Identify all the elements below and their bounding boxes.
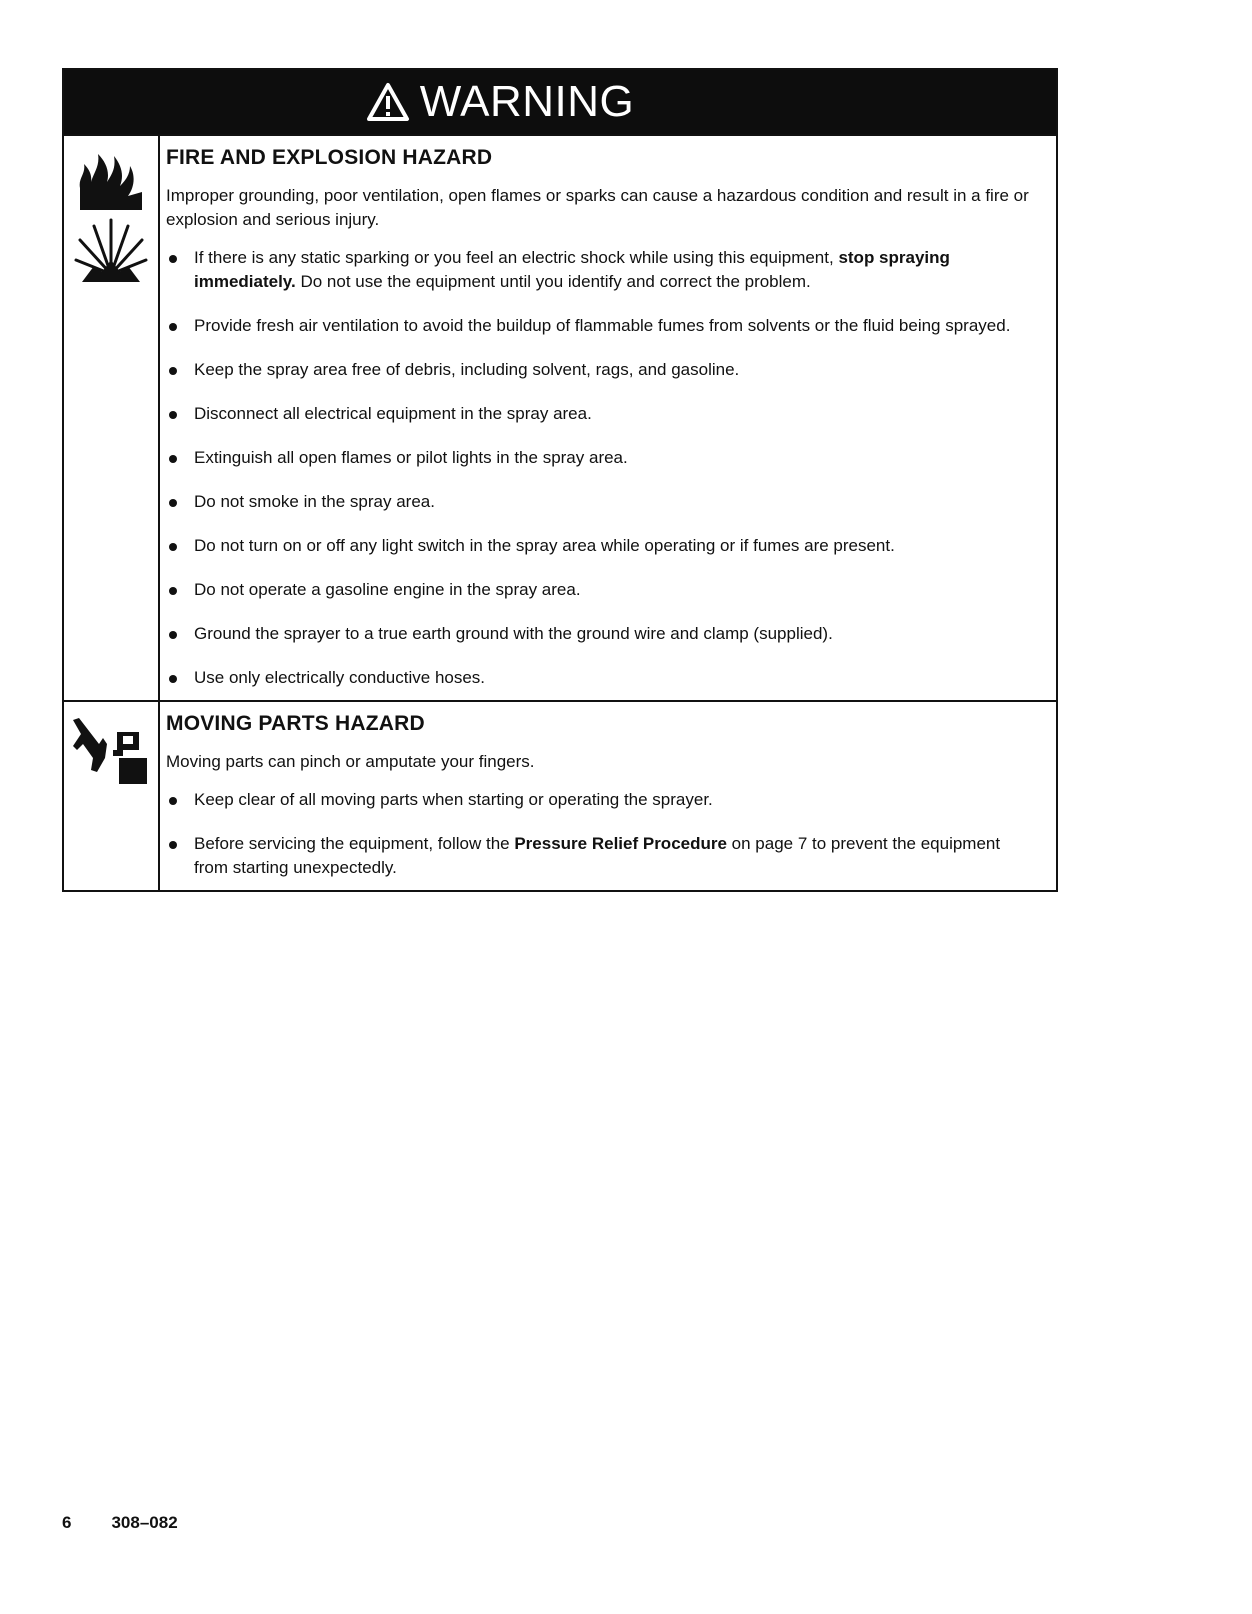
section-intro: Moving parts can pinch or amputate your fingers. bbox=[166, 752, 535, 771]
pinch-hand-icon bbox=[69, 714, 153, 784]
warning-banner bbox=[64, 70, 1056, 134]
hazard-item bbox=[166, 358, 1036, 382]
bullet-icon bbox=[169, 367, 177, 375]
bullet-icon bbox=[169, 543, 177, 551]
hazard-item bbox=[166, 622, 1036, 646]
banner-title: WARNING bbox=[419, 77, 635, 126]
bullet-icon bbox=[169, 411, 177, 419]
bullet-icon bbox=[169, 631, 177, 639]
item-text: Provide fresh air ventilation to avoid the buildup of flammable fumes from solvents or the fluid being sprayed. bbox=[194, 316, 1011, 335]
hazard-item bbox=[166, 246, 1036, 294]
item-text: Do not operate a gasoline engine in the spray area. bbox=[194, 580, 581, 599]
section-moving-parts bbox=[64, 700, 1056, 890]
hazard-item bbox=[166, 314, 1036, 338]
bullet-icon bbox=[169, 323, 177, 331]
fire-icon bbox=[72, 148, 150, 212]
section-content bbox=[160, 702, 1056, 890]
item-text: on page 7 to prevent the equipment from starting unexpectedly. bbox=[194, 834, 1001, 877]
hazard-list bbox=[166, 788, 1036, 880]
bullet-icon bbox=[169, 675, 177, 683]
section-title: MOVING PARTS HAZARD bbox=[166, 712, 425, 735]
explosion-icon bbox=[72, 216, 150, 286]
item-text: Keep clear of all moving parts when starting or operating the sprayer. bbox=[194, 790, 713, 809]
item-text: Keep the spray area free of debris, including solvent, rags, and gasoline. bbox=[194, 360, 740, 379]
hazard-item bbox=[166, 534, 1036, 558]
document-number: 308–082 bbox=[111, 1513, 178, 1532]
hazard-item bbox=[166, 578, 1036, 602]
item-text: Disconnect all electrical equipment in the spray area. bbox=[194, 404, 592, 423]
bullet-icon bbox=[169, 797, 177, 805]
item-text: Extinguish all open flames or pilot lights in the spray area. bbox=[194, 448, 628, 467]
section-content bbox=[160, 136, 1056, 700]
item-text: Do not smoke in the spray area. bbox=[194, 492, 435, 511]
section-icons bbox=[64, 702, 160, 890]
item-emphasis: Pressure Relief Procedure bbox=[514, 834, 727, 853]
bullet-icon bbox=[169, 587, 177, 595]
item-text: Ground the sprayer to a true earth ground with the ground wire and clamp (supplied). bbox=[194, 624, 833, 643]
hazard-item bbox=[166, 446, 1036, 470]
section-fire-explosion bbox=[64, 134, 1056, 700]
hazard-item bbox=[166, 832, 1036, 880]
bullet-icon bbox=[169, 499, 177, 507]
item-text: Do not turn on or off any light switch in the spray area while operating or if fumes are present. bbox=[194, 536, 895, 555]
hazard-item bbox=[166, 788, 1036, 812]
hazard-item bbox=[166, 666, 1036, 690]
section-title: FIRE AND EXPLOSION HAZARD bbox=[166, 146, 493, 169]
page-footer bbox=[62, 1513, 178, 1533]
item-text: Before servicing the equipment, follow the bbox=[194, 834, 515, 853]
item-text: If there is any static sparking or you feel an electric shock while using this equipment, bbox=[194, 248, 839, 267]
bullet-icon bbox=[169, 455, 177, 463]
item-text: Do not use the equipment until you identify and correct the problem. bbox=[295, 272, 811, 291]
bullet-icon bbox=[169, 255, 177, 263]
hazard-item bbox=[166, 490, 1036, 514]
section-icons bbox=[64, 136, 160, 700]
warning-box bbox=[62, 68, 1058, 892]
hazard-item bbox=[166, 402, 1036, 426]
hazard-list bbox=[166, 246, 1036, 690]
item-text: Use only electrically conductive hoses. bbox=[194, 668, 486, 687]
bullet-icon bbox=[169, 841, 177, 849]
warning-triangle-icon bbox=[366, 82, 410, 122]
section-intro: Improper grounding, poor ventilation, open flames or sparks can cause a hazardous condition and result in a fire or explosion and serious injury. bbox=[166, 186, 1029, 229]
page-number: 6 bbox=[62, 1513, 72, 1532]
item-emphasis: stop spraying immediately. bbox=[194, 248, 950, 291]
